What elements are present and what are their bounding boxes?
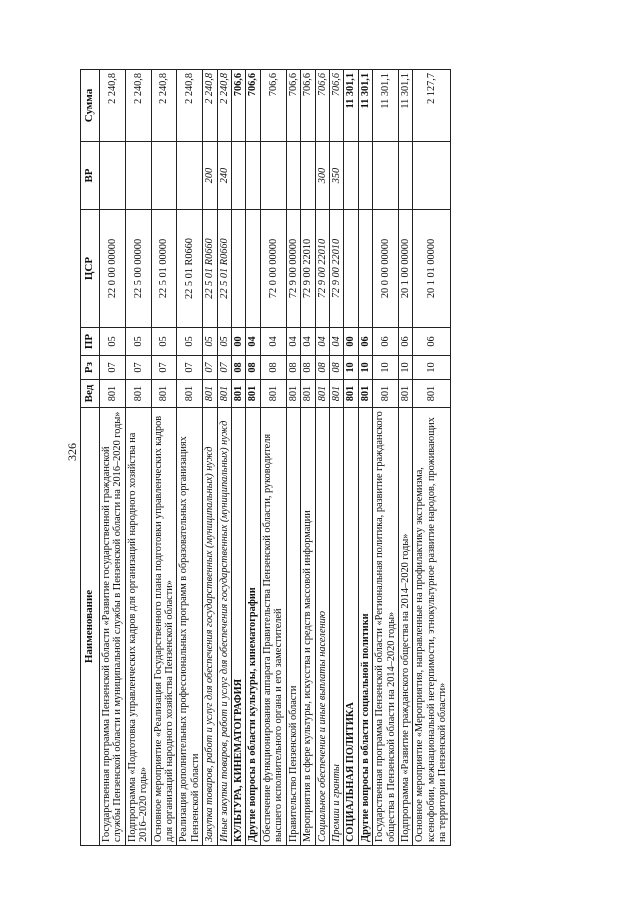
table-row xyxy=(260,70,286,846)
cell-csr xyxy=(232,210,246,328)
cell-pr: 05 xyxy=(217,328,231,356)
cell-csr: 22 5 00 00000 xyxy=(125,210,151,328)
cell-ved: 801 xyxy=(315,380,329,408)
cell-pr: 05 xyxy=(203,328,217,356)
table-row xyxy=(100,70,126,846)
cell-csr: 72 9 00 22010 xyxy=(301,210,315,328)
cell-rz: 07 xyxy=(100,356,126,380)
cell-csr: 72 9 00 00000 xyxy=(286,210,300,328)
cell-csr xyxy=(246,210,260,328)
table-wrapper xyxy=(80,70,540,846)
header-csr: ЦСР xyxy=(81,210,100,328)
cell-rz: 08 xyxy=(301,356,315,380)
cell-rz: 08 xyxy=(260,356,286,380)
cell-sum: 706,6 xyxy=(286,70,300,142)
cell-csr: 72 0 00 00000 xyxy=(260,210,286,328)
table-row xyxy=(286,70,300,846)
cell-ved: 801 xyxy=(398,380,412,408)
table-row xyxy=(358,70,372,846)
cell-pr: 00 xyxy=(344,328,358,356)
cell-pr: 05 xyxy=(151,328,177,356)
cell-ved: 801 xyxy=(100,380,126,408)
cell-pr: 05 xyxy=(125,328,151,356)
cell-ved: 801 xyxy=(217,380,231,408)
cell-name: Закупка товаров, работ и услуг для обеспечения государственных (муниципальных) нужд xyxy=(203,408,217,846)
cell-rz: 07 xyxy=(125,356,151,380)
cell-rz: 08 xyxy=(315,356,329,380)
cell-name: Другие вопросы в области культуры, кинематографии xyxy=(246,408,260,846)
cell-ved: 801 xyxy=(125,380,151,408)
cell-csr: 20 0 00 00000 xyxy=(373,210,399,328)
cell-name: Подпрограмма «Развитие гражданского общества на 2014–2020 годы» xyxy=(398,408,412,846)
cell-vr: 200 xyxy=(203,142,217,210)
cell-pr: 05 xyxy=(100,328,126,356)
cell-sum: 706,6 xyxy=(301,70,315,142)
cell-pr: 00 xyxy=(232,328,246,356)
cell-ved: 801 xyxy=(344,380,358,408)
cell-rz: 10 xyxy=(398,356,412,380)
cell-sum: 2 240,8 xyxy=(217,70,231,142)
cell-rz: 07 xyxy=(151,356,177,380)
header-rz: Рз xyxy=(81,356,100,380)
cell-vr xyxy=(232,142,246,210)
table-row xyxy=(344,70,358,846)
cell-csr: 72 9 00 22010 xyxy=(329,210,343,328)
header-vr: ВР xyxy=(81,142,100,210)
cell-rz: 07 xyxy=(203,356,217,380)
cell-rz: 10 xyxy=(358,356,372,380)
cell-ved: 801 xyxy=(177,380,203,408)
cell-name: Премии и гранты xyxy=(329,408,343,846)
cell-csr: 22 5 01 R0660 xyxy=(177,210,203,328)
cell-vr xyxy=(301,142,315,210)
cell-name: Обеспечение функционирования аппарата Правительства Пензенской области, руководителя высшего исполнительного органа и его заместителей xyxy=(260,408,286,846)
cell-csr xyxy=(358,210,372,328)
cell-ved: 801 xyxy=(232,380,246,408)
table-row xyxy=(177,70,203,846)
cell-name: Иные закупки товаров, работ и услуг для обеспечения государственных (муниципальных) нужд xyxy=(217,408,231,846)
cell-sum: 2 127,7 xyxy=(413,70,450,142)
cell-vr: 300 xyxy=(315,142,329,210)
cell-name: Другие вопросы в области социальной политики xyxy=(358,408,372,846)
cell-vr xyxy=(344,142,358,210)
cell-name: Мероприятия в сфере культуры, искусства и средств массовой информации xyxy=(301,408,315,846)
table-row xyxy=(373,70,399,846)
cell-ved: 801 xyxy=(260,380,286,408)
cell-sum: 11 301,1 xyxy=(358,70,372,142)
cell-rz: 07 xyxy=(177,356,203,380)
cell-csr: 72 9 00 22010 xyxy=(315,210,329,328)
cell-name: Социальное обеспечение и иные выплаты населению xyxy=(315,408,329,846)
cell-csr: 22 0 00 00000 xyxy=(100,210,126,328)
cell-pr: 06 xyxy=(373,328,399,356)
cell-ved: 801 xyxy=(413,380,450,408)
cell-rz: 07 xyxy=(217,356,231,380)
cell-ved: 801 xyxy=(246,380,260,408)
table-row xyxy=(217,70,231,846)
cell-csr: 20 1 00 00000 xyxy=(398,210,412,328)
cell-pr: 06 xyxy=(398,328,412,356)
cell-vr: 350 xyxy=(329,142,343,210)
cell-rz: 10 xyxy=(344,356,358,380)
cell-csr: 22 5 01 R0660 xyxy=(217,210,231,328)
header-sum: Сумма xyxy=(81,70,100,142)
cell-vr xyxy=(260,142,286,210)
table-row xyxy=(398,70,412,846)
cell-ved: 801 xyxy=(373,380,399,408)
cell-rz: 08 xyxy=(329,356,343,380)
table-row xyxy=(329,70,343,846)
cell-ved: 801 xyxy=(329,380,343,408)
cell-sum: 706,6 xyxy=(246,70,260,142)
cell-sum: 2 240,8 xyxy=(151,70,177,142)
cell-sum: 2 240,8 xyxy=(100,70,126,142)
cell-sum: 706,6 xyxy=(315,70,329,142)
cell-pr: 06 xyxy=(358,328,372,356)
cell-ved: 801 xyxy=(301,380,315,408)
header-pr: ПР xyxy=(81,328,100,356)
cell-vr: 240 xyxy=(217,142,231,210)
cell-vr xyxy=(358,142,372,210)
cell-csr: 22 5 01 00000 xyxy=(151,210,177,328)
table-row xyxy=(301,70,315,846)
cell-sum: 11 301,1 xyxy=(344,70,358,142)
rotated-table-area xyxy=(80,70,540,846)
cell-vr xyxy=(177,142,203,210)
table-row xyxy=(315,70,329,846)
cell-ved: 801 xyxy=(151,380,177,408)
table-row xyxy=(232,70,246,846)
cell-pr: 04 xyxy=(246,328,260,356)
cell-sum: 11 301,1 xyxy=(373,70,399,142)
cell-ved: 801 xyxy=(358,380,372,408)
cell-sum: 11 301,1 xyxy=(398,70,412,142)
cell-pr: 05 xyxy=(177,328,203,356)
cell-rz: 10 xyxy=(373,356,399,380)
cell-vr xyxy=(286,142,300,210)
cell-vr xyxy=(100,142,126,210)
cell-rz: 08 xyxy=(286,356,300,380)
table-row xyxy=(151,70,177,846)
cell-pr: 06 xyxy=(413,328,450,356)
cell-name: СОЦИАЛЬНАЯ ПОЛИТИКА xyxy=(344,408,358,846)
table-body xyxy=(100,70,451,846)
table-row xyxy=(125,70,151,846)
cell-pr: 04 xyxy=(260,328,286,356)
cell-name: Государственная программа Пензенской области «Развитие государственной гражданской службы Пензенской области и муниципальной службы в Пензенской области на 2016–2020 годы» xyxy=(100,408,126,846)
cell-vr xyxy=(246,142,260,210)
cell-csr: 20 1 01 00000 xyxy=(413,210,450,328)
header-name: Наименование xyxy=(81,408,100,846)
cell-rz: 08 xyxy=(246,356,260,380)
header-ved: Вед xyxy=(81,380,100,408)
cell-csr: 22 5 01 R0660 xyxy=(203,210,217,328)
cell-csr xyxy=(344,210,358,328)
cell-sum: 706,6 xyxy=(329,70,343,142)
table-row xyxy=(246,70,260,846)
cell-name: Подпрограмма «Подготовка управленческих кадров для организаций народного хозяйства на 2016–2020 годы» xyxy=(125,408,151,846)
cell-pr: 04 xyxy=(286,328,300,356)
cell-rz: 08 xyxy=(232,356,246,380)
cell-name: КУЛЬТУРА, КИНЕМАТОГРАФИЯ xyxy=(232,408,246,846)
cell-rz: 10 xyxy=(413,356,450,380)
cell-pr: 04 xyxy=(301,328,315,356)
page-number: 326 xyxy=(65,443,79,461)
cell-name: Государственная программа Пензенской области «Региональная политика, развитие гражданского общества в Пензенской области на 2014–2020 годы» xyxy=(373,408,399,846)
cell-ved: 801 xyxy=(203,380,217,408)
cell-ved: 801 xyxy=(286,380,300,408)
table-row xyxy=(203,70,217,846)
cell-vr xyxy=(398,142,412,210)
cell-sum: 706,6 xyxy=(260,70,286,142)
table-row xyxy=(413,70,450,846)
cell-pr: 04 xyxy=(315,328,329,356)
cell-sum: 2 240,8 xyxy=(203,70,217,142)
cell-name: Основное мероприятие «Реализация Государственного плана подготовки управленческих кадров для организаций народного хозяйства Пензенской области» xyxy=(151,408,177,846)
cell-sum: 706,6 xyxy=(232,70,246,142)
cell-vr xyxy=(151,142,177,210)
budget-table xyxy=(80,69,451,846)
cell-name: Правительство Пензенской области xyxy=(286,408,300,846)
cell-name: Реализация дополнительных профессиональных программ в образовательных организациях Пензенской области xyxy=(177,408,203,846)
cell-vr xyxy=(413,142,450,210)
cell-name: Основное мероприятие «Мероприятия, направленные на профилактику экстремизма, ксенофобии, межнациональной нетерпимости, этнокультурное развитие народов, проживающих на территории Пензенской области» xyxy=(413,408,450,846)
cell-sum: 2 240,8 xyxy=(177,70,203,142)
cell-vr xyxy=(373,142,399,210)
cell-sum: 2 240,8 xyxy=(125,70,151,142)
header-row xyxy=(81,70,100,846)
cell-vr xyxy=(125,142,151,210)
cell-pr: 04 xyxy=(329,328,343,356)
